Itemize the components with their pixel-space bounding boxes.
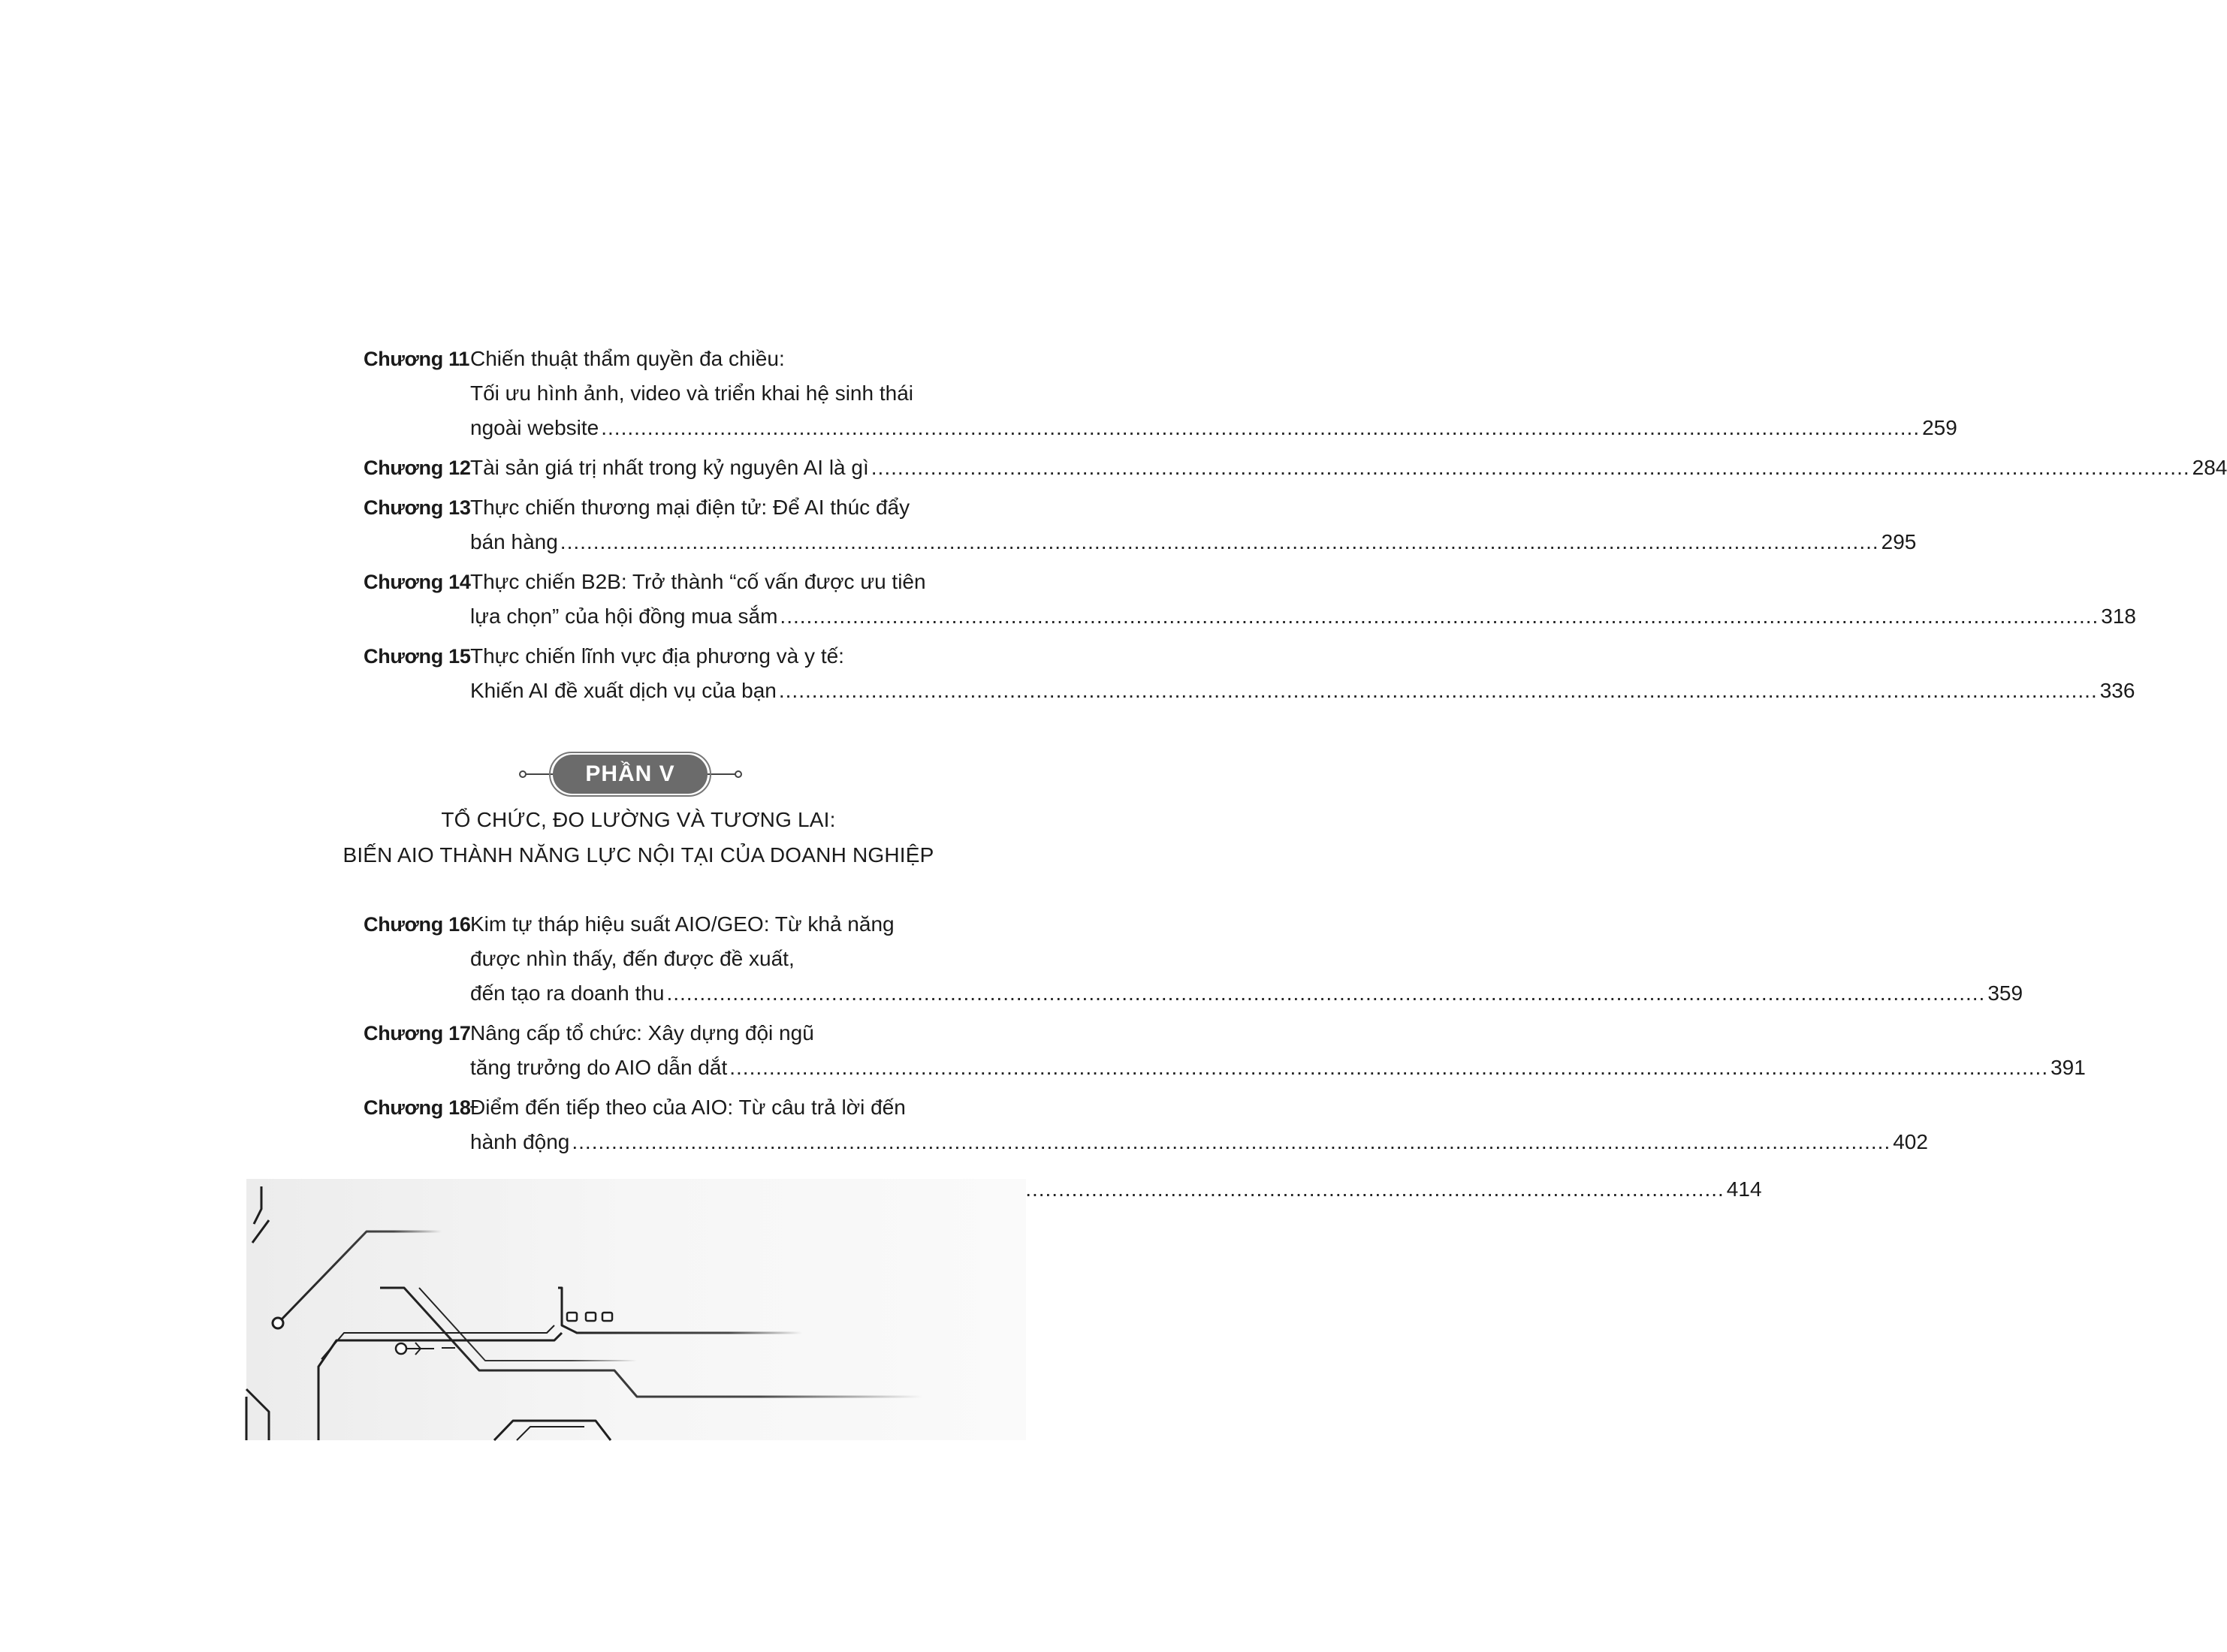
chapter-title-line: Tối ưu hình ảnh, video và triển khai hệ sinh thái (470, 381, 913, 405)
page-number: 284 (2192, 456, 2227, 479)
page-number: 318 (2101, 604, 2136, 628)
part-banner (518, 752, 744, 796)
chapter-title-line: lựa chọn” của hội đồng mua sắm (470, 604, 778, 628)
chapter-title-line: Thực chiến B2B: Trở thành “cố vấn được ưu tiên (470, 570, 926, 593)
page-number: 402 (1893, 1130, 1928, 1153)
page-number: 259 (1922, 416, 1957, 439)
chapter-title-line: Thực chiến thương mại điện tử: Để AI thúc đẩy (470, 496, 910, 519)
page-number: 359 (1987, 981, 2023, 1005)
chapter-label: Chương 14 (364, 571, 471, 593)
chapter-title-line: Tài sản giá trị nhất trong kỷ nguyên AI là gì (470, 456, 869, 479)
toc-entry[interactable] (364, 639, 2135, 708)
chapter-title-last-line (470, 674, 2135, 708)
toc-entry[interactable] (364, 342, 1957, 445)
chapter-title (470, 1090, 1928, 1159)
toc-entry[interactable] (364, 490, 1917, 559)
chapter-title-line: được nhìn thấy, đến được đề xuất, (470, 947, 795, 970)
dot-leader (780, 599, 2099, 634)
part-label: PHẦN V (553, 755, 708, 794)
chapter-title (470, 565, 2136, 634)
page-number: 391 (2050, 1056, 2086, 1079)
dot-leader (601, 411, 1920, 445)
chapter-title-line: Chiến thuật thẩm quyền đa chiều: (470, 347, 785, 370)
part-title-line-2: BIẾN AIO THÀNH NĂNG LỰC NỘI TẠI CỦA DOANH NGHIỆP (342, 843, 934, 867)
chapter-title (470, 451, 2227, 485)
chapter-title-line: Thực chiến lĩnh vực địa phương và y tế: (470, 644, 844, 668)
page-number: 295 (1881, 530, 1917, 553)
dot-leader (666, 976, 1985, 1011)
chapter-title-line: Điểm đến tiếp theo của AIO: Từ câu trả lời đến (470, 1096, 906, 1119)
toc-entry[interactable] (364, 1016, 2086, 1085)
dot-leader (572, 1125, 1891, 1159)
chapter-title-last-line (470, 525, 1916, 559)
chapter-title (470, 639, 2135, 708)
part-title-line-1: TỔ CHỨC, ĐO LƯỜNG VÀ TƯƠNG LAI: (441, 808, 836, 831)
chapter-title (470, 490, 1916, 559)
chapter-title-last-line (470, 1051, 2086, 1085)
circuit-decoration-icon (246, 1179, 1026, 1440)
chapter-title-line: ngoài website (470, 416, 599, 439)
chapter-label: Chương 18 (364, 1096, 471, 1119)
chapter-title-line: Khiến AI đề xuất dịch vụ của bạn (470, 679, 777, 702)
toc-part-5 (364, 907, 2086, 1165)
part-title (0, 802, 1277, 873)
chapter-label: Chương 16 (364, 913, 471, 936)
page-number: 336 (2099, 679, 2135, 702)
chapter-label: Chương 17 (364, 1022, 471, 1045)
chapter-label: Chương 15 (364, 645, 471, 668)
chapter-title-last-line (470, 1125, 1928, 1159)
dot-leader (560, 525, 1879, 559)
chapter-label: Chương 13 (364, 496, 471, 519)
chapter-title (470, 907, 2023, 1011)
chapter-label: Chương 11 (364, 348, 470, 370)
chapter-title-line: Nâng cấp tổ chức: Xây dựng đội ngũ (470, 1021, 814, 1045)
chapter-title-last-line (470, 599, 2136, 634)
chapter-title-last-line (470, 976, 2023, 1011)
toc-entry[interactable] (364, 1090, 1928, 1159)
dot-leader (779, 674, 2098, 708)
chapter-title-line: Kim tự tháp hiệu suất AIO/GEO: Từ khả năng (470, 912, 895, 936)
chapter-title-last-line (470, 451, 2227, 485)
chapter-title (470, 342, 1957, 445)
dot-leader (729, 1051, 2048, 1085)
chapter-title-line: tăng trưởng do AIO dẫn dắt (470, 1056, 728, 1079)
conclusion-page: 414 (1726, 1177, 1762, 1201)
toc-entry[interactable] (364, 565, 2136, 634)
toc-part-4 (364, 342, 2227, 713)
chapter-title-line: hành động (470, 1130, 570, 1153)
chapter-title-last-line (470, 411, 1957, 445)
toc-entry[interactable] (364, 907, 2023, 1011)
toc-entry[interactable] (364, 451, 2227, 485)
chapter-title-line: bán hàng (470, 530, 558, 553)
chapter-label: Chương 12 (364, 457, 471, 479)
chapter-title (470, 1016, 2086, 1085)
dot-leader (871, 451, 2190, 485)
chapter-title-line: đến tạo ra doanh thu (470, 981, 665, 1005)
